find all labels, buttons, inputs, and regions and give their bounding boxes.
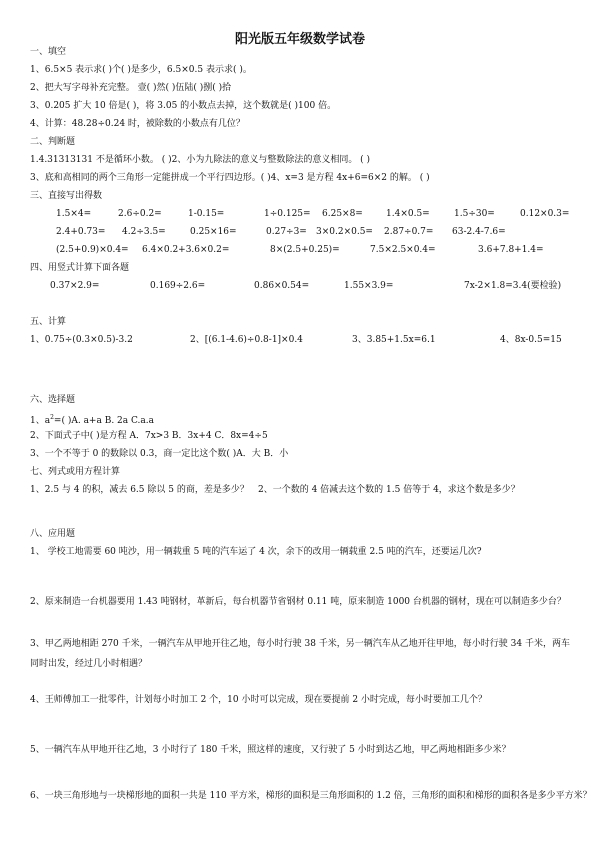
page-title: 阳光版五年级数学试卷: [234, 32, 365, 47]
word-problem-6: 6、一块三角形地与一块梯形地的面积一共是 110 平方米，梯形的面积是三角形面积的 1.2 倍，三角形的面积和梯形的面积各是多少平方米？: [30, 791, 592, 801]
section-2-heading: 二、判断题: [30, 137, 76, 147]
word-problem-1: 1、 学校工地需要 60 吨沙，用一辆载重 5 吨的汽车运了 4 次，余下的改用一辆载重 2.5 吨的汽车，还要运几次?: [30, 547, 482, 557]
oral-calc-item: 1.5×4=: [56, 209, 92, 219]
oral-calc-item: 2.6÷0.2=: [118, 209, 162, 219]
section-8-heading: 八、应用题: [30, 529, 76, 539]
word-problem-3: 3、甲乙两地相距 270 千米，一辆汽车从甲地开往乙地，每小时行驶 38 千米，另一辆汽车从乙地开往甲地，每小时行驶 34 千米，两车同时出发，经过几小时相遇？: [30, 639, 570, 669]
oral-calc-item: 1.4×0.5=: [386, 209, 430, 219]
oral-calc-item: 2.4+0.73=: [56, 227, 106, 237]
calc-item: 3、3.85+1.5x=6.1: [352, 335, 436, 345]
oral-calc-item: 4.2÷3.5=: [122, 227, 166, 237]
oral-calc-item: 1-0.15=: [188, 209, 225, 219]
section-3-heading: 三、直接写出得数: [30, 191, 103, 201]
choice-question-2: 2、下面式子中( )是方程 A．7x>3 B．3x+4 C．8x=4÷5: [30, 431, 268, 441]
vertical-calc-item: 0.37×2.9=: [50, 281, 100, 291]
oral-calc-item: 6.4×0.2+3.6×0.2=: [142, 245, 230, 255]
calc-item: 2、[(6.1-4.6)÷0.8-1]×0.4: [190, 335, 303, 345]
choice-question-1-options: =( )A. a+a B. 2a C.a.a: [53, 416, 155, 426]
word-problem-2: 2、原来制造一台机器要用 1.43 吨钢材，革新后，每台机器节省钢材 0.11 吨，原来制造 1000 台机器的钢材，现在可以制造多少台？: [30, 597, 566, 607]
oral-calc-item: 6.25×8=: [322, 209, 363, 219]
vertical-calc-item: 7x-2×1.8=3.4(要检验): [464, 281, 562, 291]
superscript-two: 2: [50, 414, 54, 421]
word-problem-4: 4、王师傅加工一批零件，计划每小时加工 2 个，10 小时可以完成，现在要提前 2 小时完成，每小时要加工几个？: [30, 695, 487, 705]
fill-question-4: 4、计算：48.28÷0.24 时，被除数的小数点有几位？: [30, 119, 245, 129]
oral-calc-item: 3.6+7.8+1.4=: [478, 245, 544, 255]
oral-calc-item: (2.5+0.9)×0.4=: [56, 245, 129, 255]
fill-question-2: 2、把大写字母补充完整。 壹( )然( )伍陆( )捌( )拾: [30, 83, 232, 93]
judge-question-3: 3、底和高相同的两个三角形一定能拼成一个平行四边形。( )4、x=3 是方程 4x+6=6×2 的解。 ( ): [30, 173, 430, 183]
vertical-calc-item: 1.55×3.9=: [344, 281, 394, 291]
word-problem-5: 5、一辆汽车从甲地开往乙地，3 小时行了 180 千米，照这样的速度，又行驶了 5 小时到达乙地，甲乙两地相距多少米？: [30, 745, 511, 755]
oral-calc-item: 2.87÷0.7=: [384, 227, 434, 237]
oral-calc-item: 7.5×2.5×0.4=: [370, 245, 436, 255]
oral-calc-item: 3×0.2×0.5=: [316, 227, 373, 237]
section-7-heading: 七、列式或用方程计算: [30, 467, 121, 477]
calc-item: 4、8x-0.5=15: [500, 335, 562, 345]
vertical-calc-item: 0.169÷2.6=: [150, 281, 206, 291]
section-4-heading: 四、用竖式计算下面各题: [30, 263, 130, 273]
equation-question-1: 1、2.5 与 4 的积，减去 6.5 除以 5 的商，差是多少？: [30, 485, 249, 495]
oral-calc-item: 63-2.4-7.6=: [452, 227, 506, 237]
choice-question-3: 3、一个不等于 0 的数除以 0.3，商一定比这个数( )A．大 B．小: [30, 449, 289, 459]
oral-calc-item: 0.27÷3=: [266, 227, 307, 237]
section-1-heading: 一、填空: [30, 47, 67, 57]
oral-calc-item: 8×(2.5+0.25)=: [270, 245, 340, 255]
oral-calc-item: 1.5÷30=: [454, 209, 495, 219]
fill-question-3: 3、0.205 扩大 10 倍是( )，将 3.05 的小数点去掉，这个数就是( )100 倍。: [30, 101, 337, 111]
equation-question-2: 2、一个数的 4 倍减去这个数的 1.5 倍等于 4，求这个数是多少？: [258, 485, 520, 495]
choice-question-1: [30, 412, 154, 427]
vertical-calc-item: 0.86×0.54=: [254, 281, 310, 291]
judge-question-1: 1.4.31313131 不是循环小数。 ( )2、小为九除法的意义与整数除法的意义相同。 ( ): [30, 155, 371, 165]
oral-calc-item: 0.25×16=: [190, 227, 237, 237]
calc-item: 1、0.75÷(0.3×0.5)-3.2: [30, 335, 133, 345]
section-6-heading: 六、选择题: [30, 395, 76, 405]
fill-question-1: 1、6.5×5 表示求( )个( )是多少，6.5×0.5 表示求( )。: [30, 65, 252, 75]
oral-calc-item: 1÷0.125=: [264, 209, 311, 219]
choice-question-1-prefix: 1、a: [30, 416, 51, 426]
oral-calc-item: 0.12×0.3=: [520, 209, 570, 219]
section-5-heading: 五、计算: [30, 317, 67, 327]
